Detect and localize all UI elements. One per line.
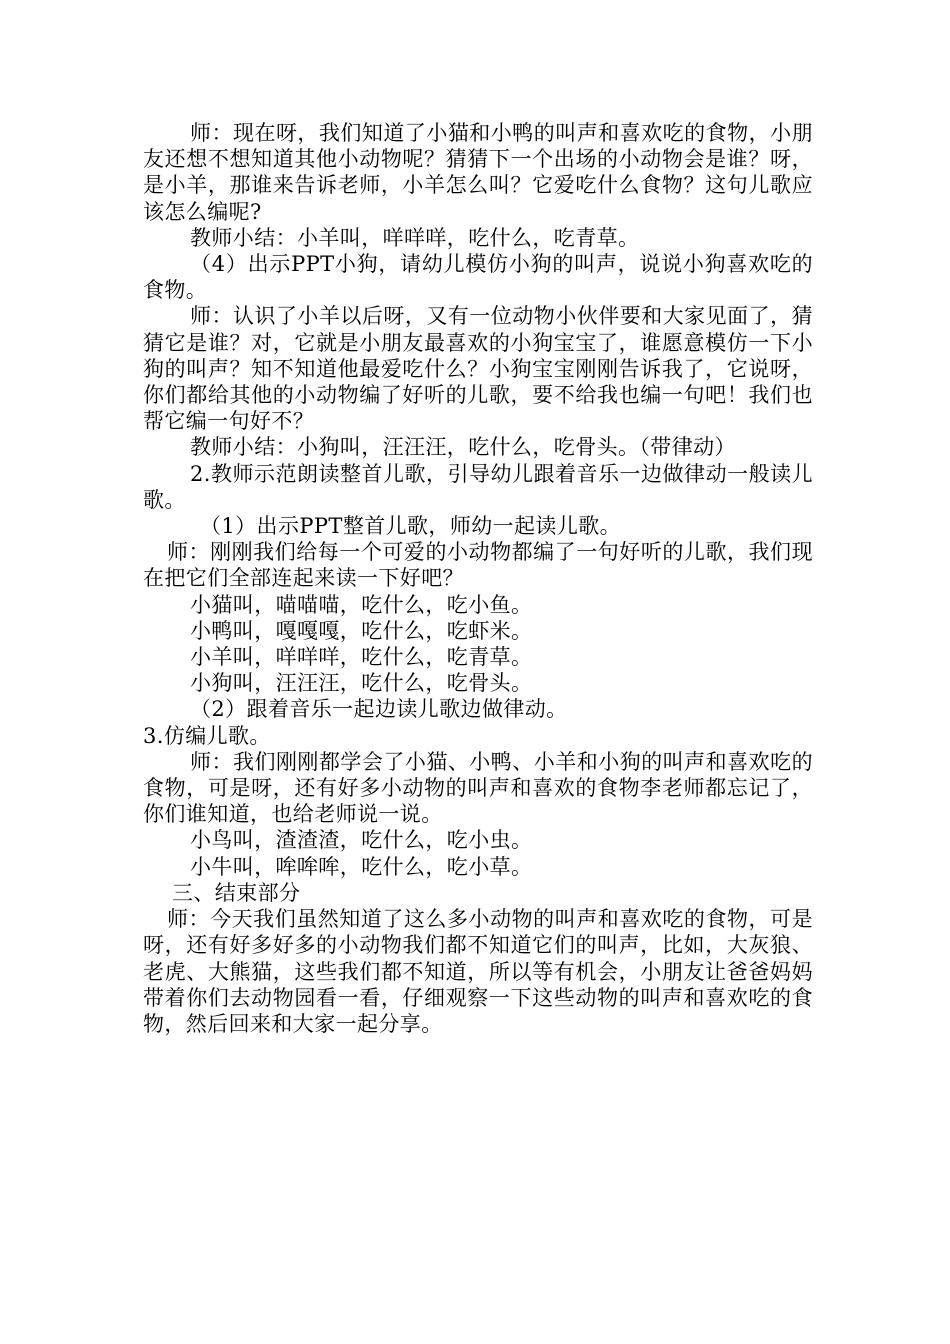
document-body [143, 120, 813, 1037]
paragraph-step-1-full-song: （1）出示PPT整首儿歌，师幼一起读儿歌。 [200, 514, 622, 539]
paragraph-section-2-heading: 2.教师示范朗读整首儿歌，引导幼儿跟着音乐一边做律动一般读儿歌。 [143, 461, 813, 512]
paragraph-teacher-dog-intro: 师：认识了小羊以后呀，又有一位动物小伙伴要和大家见面了，猜猜它是谁？对，它就是小朋友最喜欢的小狗宝宝了，谁愿意模仿一下小狗的叫声？知不知道他最爱吃什么？小狗宝宝刚刚告诉我了，它说呀，你们都给其他的小动物编了好听的儿歌，要不给我也编一句吧！我们也帮它编一句好不？ [143, 304, 813, 434]
paragraph-teacher-closing: 师：今天我们虽然知道了这么多小动物的叫声和喜欢吃的食物，可是呀，还有好多好多的小动物我们都不知道它们的叫声，比如，大灰狼、老虎、大熊猫，这些我们都不知道，所以等有机会，小朋友让爸爸妈妈带着你们去动物园看一看，仔细观察一下这些动物的叫声和喜欢吃的食物，然后回来和大家一起分享。 [143, 907, 813, 1036]
song-line-cow: 小牛叫，哞哞哞，吃什么，吃小草。 [190, 854, 533, 879]
paragraph-summary-dog: 教师小结：小狗叫，汪汪汪，吃什么，吃骨头。（带律动） [190, 435, 736, 460]
song-line-duck: 小鸭叫，嘎嘎嘎，吃什么，吃虾米。 [190, 618, 533, 643]
song-line-bird: 小鸟叫，渣渣渣，吃什么，吃小虫。 [190, 828, 533, 853]
song-line-cat: 小猫叫，喵喵喵，吃什么，吃小鱼。 [190, 592, 533, 617]
paragraph-teacher-read-together: 师：刚刚我们给每一个可爱的小动物都编了一句好听的儿歌，我们现在把它们全部连起来读一下好吧？ [143, 540, 813, 591]
paragraph-section-3-heading: 3.仿编儿歌。 [143, 723, 271, 748]
paragraph-step-2-music: （2）跟着音乐一起边读儿歌边做律动。 [190, 697, 568, 722]
section-heading-ending: 三、结束部分 [172, 880, 301, 905]
paragraph-teacher-sheep-intro: 师：现在呀，我们知道了小猫和小鸭的叫声和喜欢吃的食物，小朋友还想不想知道其他小动物呢？猜猜下一个出场的小动物会是谁？呀，是小羊，那谁来告诉老师，小羊怎么叫？它爱吃什么食物？这句儿歌应该怎么编呢? [143, 121, 813, 224]
paragraph-step-4-dog: （4）出示PPT小狗，请幼儿模仿小狗的叫声，说说小狗喜欢吃的食物。 [143, 252, 813, 303]
song-line-sheep: 小羊叫，咩咩咩，吃什么，吃青草。 [190, 645, 533, 670]
paragraph-summary-sheep: 教师小结：小羊叫，咩咩咩，吃什么，吃青草。 [190, 225, 640, 250]
song-line-dog: 小狗叫，汪汪汪，吃什么，吃骨头。 [190, 671, 533, 696]
paragraph-teacher-imitation: 师：我们刚刚都学会了小猫、小鸭、小羊和小狗的叫声和喜欢吃的食物，可是呀，还有好多小动物的叫声和喜欢的食物李老师都忘记了，你们谁知道，也给老师说一说。 [143, 749, 813, 827]
